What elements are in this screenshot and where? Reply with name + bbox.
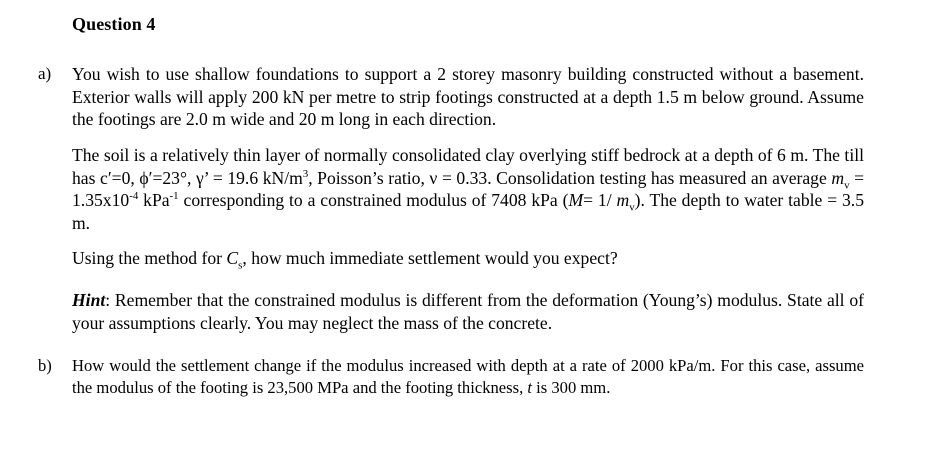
p2-text-a: The soil is a relatively thin layer of normally consolidated clay overlying stiff bedrock at a depth of 6 m. The till has c′=0, ϕ′=23°, γ’ = 19.6 kN/m (72, 145, 864, 188)
part-a-paragraph-3 (72, 247, 864, 270)
question-title: Question 4 (72, 14, 156, 34)
p2-text-g: ). The depth to water table = 3.5 m. (72, 190, 864, 233)
p3-text-a: Using the method for (72, 248, 227, 268)
p2-text-f: = 1/ (583, 190, 617, 210)
p2-sup-cubed: 3 (302, 167, 309, 180)
hint-label: Hint (72, 290, 106, 310)
part-b-var-t: t (527, 378, 532, 397)
part-a-paragraph-2 (72, 144, 864, 234)
p2-text-e: corresponding to a constrained modulus of 7408 kPa ( (178, 190, 569, 210)
p3-text-b: , how much immediate settlement would you expect? (242, 248, 618, 268)
part-b-text-b: is 300 mm. (532, 378, 611, 397)
p2-sup-inverse: -1 (169, 190, 179, 203)
p2-sub-v2: v (629, 201, 635, 214)
part-b-text-a: How would the settlement change if the modulus increased with depth at a rate of 2000 kPa/m. For this case, assume the modulus of the footing is 23,500 MPa and the footing thickness, (72, 356, 864, 397)
p2-sup-exp: -4 (129, 190, 139, 203)
p2-sub-v: v (844, 179, 850, 192)
p2-var-m: m (831, 167, 845, 188)
part-a-paragraph-1: You wish to use shallow foundations to support a 2 storey masonry building constructed without a basement. Exterior walls will apply 200 kN per metre to strip footings constructed at a depth 1.5 m below ground. Assume the footings are 2.0 m wide and 20 m long in each direction. (72, 64, 864, 129)
p2-var-M: M (568, 190, 584, 210)
part-a-marker: a) (38, 64, 52, 83)
part-b-paragraph (72, 355, 864, 399)
p3-sub-s: s (238, 259, 243, 272)
p2-text-b: , Poisson’s ratio, ν = 0.33. Consolidation testing has measured an average (308, 167, 832, 188)
part-b-marker: b) (38, 356, 52, 375)
hint-text: : Remember that the constrained modulus is different from the deformation (Young’s) modulus. State all of your assumptions clearly. You may neglect the mass of the concrete. (72, 290, 864, 333)
p3-var-C: C (226, 248, 239, 268)
p2-var-m2: m (616, 190, 630, 210)
part-a-hint (72, 289, 864, 334)
p2-text-c: = 1.35x10 (72, 167, 864, 210)
p2-text-d: kPa (138, 190, 170, 210)
